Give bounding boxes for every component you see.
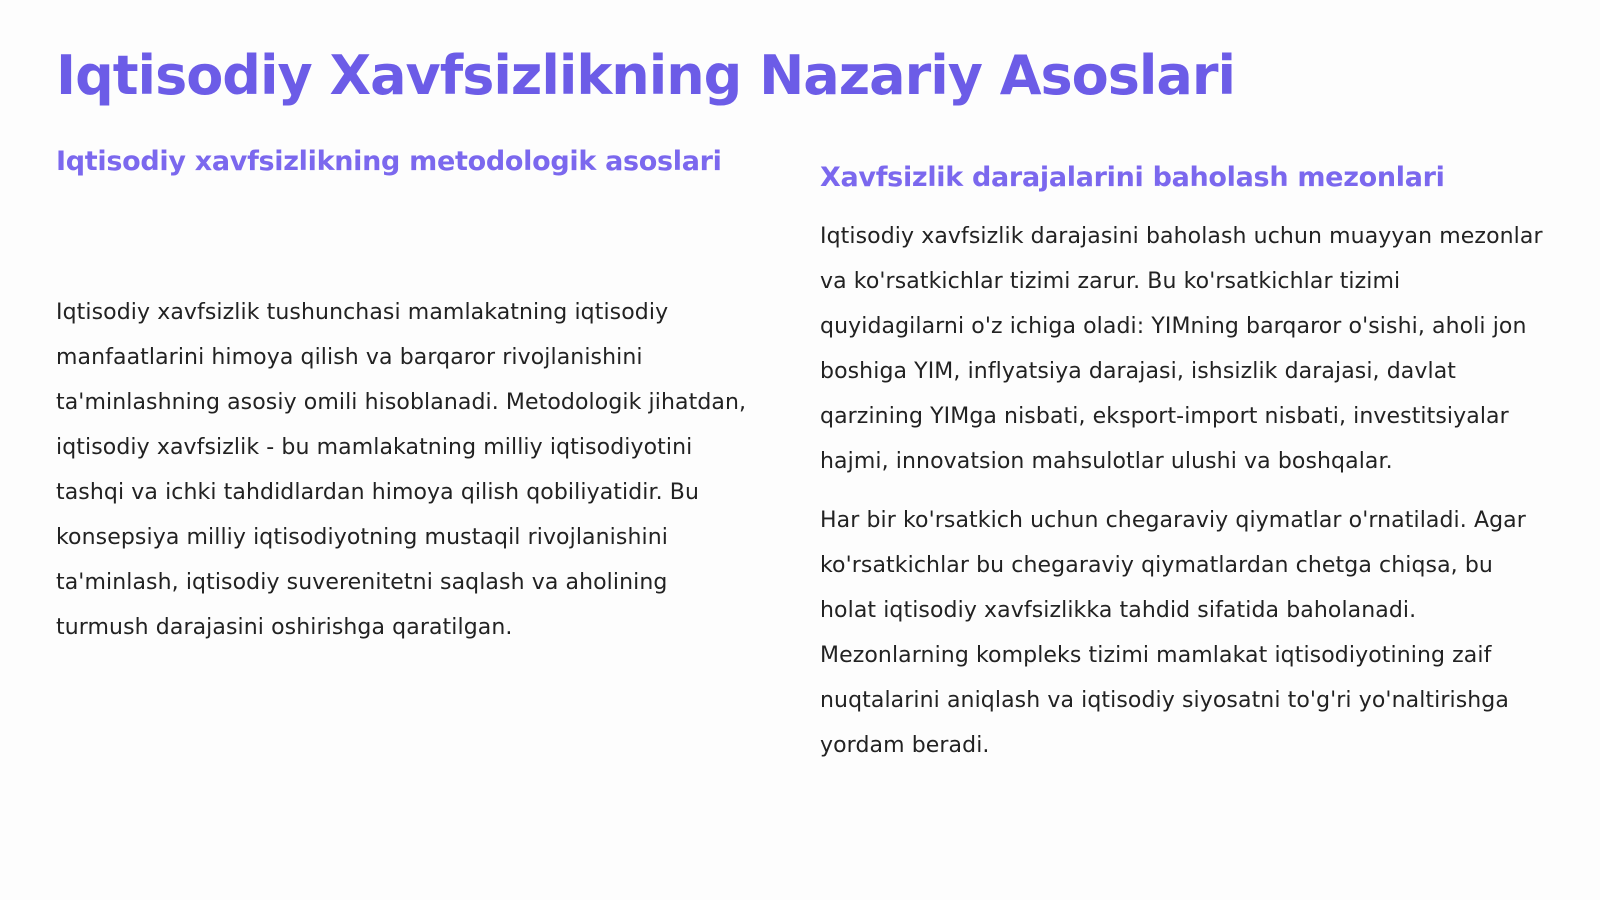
slide-title: Iqtisodiy Xavfsizlikning Nazariy Asoslari — [56, 44, 1236, 107]
right-column — [820, 156, 1550, 768]
left-column-heading: Iqtisodiy xavfsizlikning metodologik asoslari — [56, 146, 722, 177]
right-column-heading: Xavfsizlik darajalarini baholash mezonlari — [820, 162, 1445, 193]
right-column-paragraph-1: Iqtisodiy xavfsizlik darajasini baholash uchun muayyan mezonlar va ko'rsatkichlar tizimi zarur. Bu ko'rsatkichlar tizimi quyidagilarni o'z ichiga oladi: YIMning barqaror o'sishi, aholi jon boshiga YIM, inflyatsiya darajasi, ishsizlik darajasi, davlat qarzining YIMga nisbati, eksport-import nisbati, investitsiyalar hajmi, innovatsion mahsulotlar ulushi va boshqalar. — [820, 224, 1543, 474]
left-column-paragraph: Iqtisodiy xavfsizlik tushunchasi mamlakatning iqtisodiy manfaatlarini himoya qilish va barqaror rivojlanishini ta'minlashning asosiy omili hisoblanadi. Metodologik jihatdan, iqtisodiy xavfsizlik - bu mamlakatning milliy iqtisodiyotini tashqi va ichki tahdidlardan himoya qilish qobiliyatidir. Bu konsepsiya milliy iqtisodiyotning mustaqil rivojlanishini ta'minlash, iqtisodiy suverenitetni saqlash va aholining turmush darajasini oshirishga qaratilgan. — [56, 300, 747, 640]
right-column-paragraph-2: Har bir ko'rsatkich uchun chegaraviy qiymatlar o'rnatiladi. Agar ko'rsatkichlar bu chegaraviy qiymatlardan chetga chiqsa, bu holat iqtisodiy xavfsizlikka tahdid sifatida baholanadi. Mezonlarning kompleks tizimi mamlakat iqtisodiyotining zaif nuqtalarini aniqlash va iqtisodiy siyosatni to'g'ri yo'naltirishga yordam beradi. — [820, 508, 1526, 758]
left-column — [56, 140, 756, 650]
